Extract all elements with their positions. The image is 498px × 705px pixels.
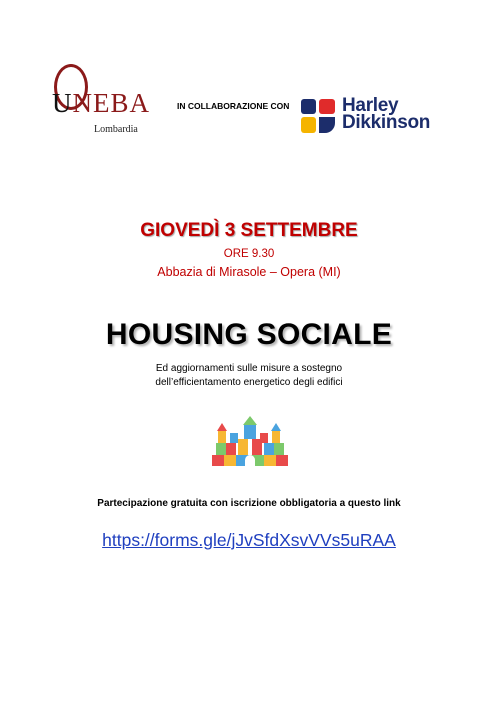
registration-link[interactable]: https://forms.gle/jJvSfdXsvVVs5uRAA: [102, 530, 396, 550]
event-time: ORE 9.30: [223, 248, 275, 260]
toy-blocks-castle-icon: [210, 415, 290, 467]
harley-dikkinson-mark-icon: [301, 99, 335, 133]
event-date: GIOVEDÌ 3 SETTEMBRE: [140, 220, 358, 241]
main-title: HOUSING SOCIALE: [105, 318, 393, 351]
uneba-logo-region: Lombardia: [94, 124, 138, 135]
collaboration-label: IN COLLABORAZIONE CON: [177, 101, 290, 111]
uneba-logo-wordmark: UNEBA: [52, 88, 150, 118]
harley-dikkinson-wordmark: Harley Dikkinson: [342, 95, 431, 133]
subtitle-line-1: Ed aggiornamenti sulle misure a sostegno: [155, 363, 343, 374]
subtitle-line-2: dell’efficientamento energetico degli edifici: [155, 377, 343, 388]
registration-note: Partecipazione gratuita con iscrizione obbligatoria a questo link: [97, 498, 401, 509]
uneba-logo: [48, 62, 160, 142]
event-place: Abbazia di Mirasole – Opera (MI): [157, 265, 341, 279]
harley-dikkinson-logo: [301, 97, 451, 137]
